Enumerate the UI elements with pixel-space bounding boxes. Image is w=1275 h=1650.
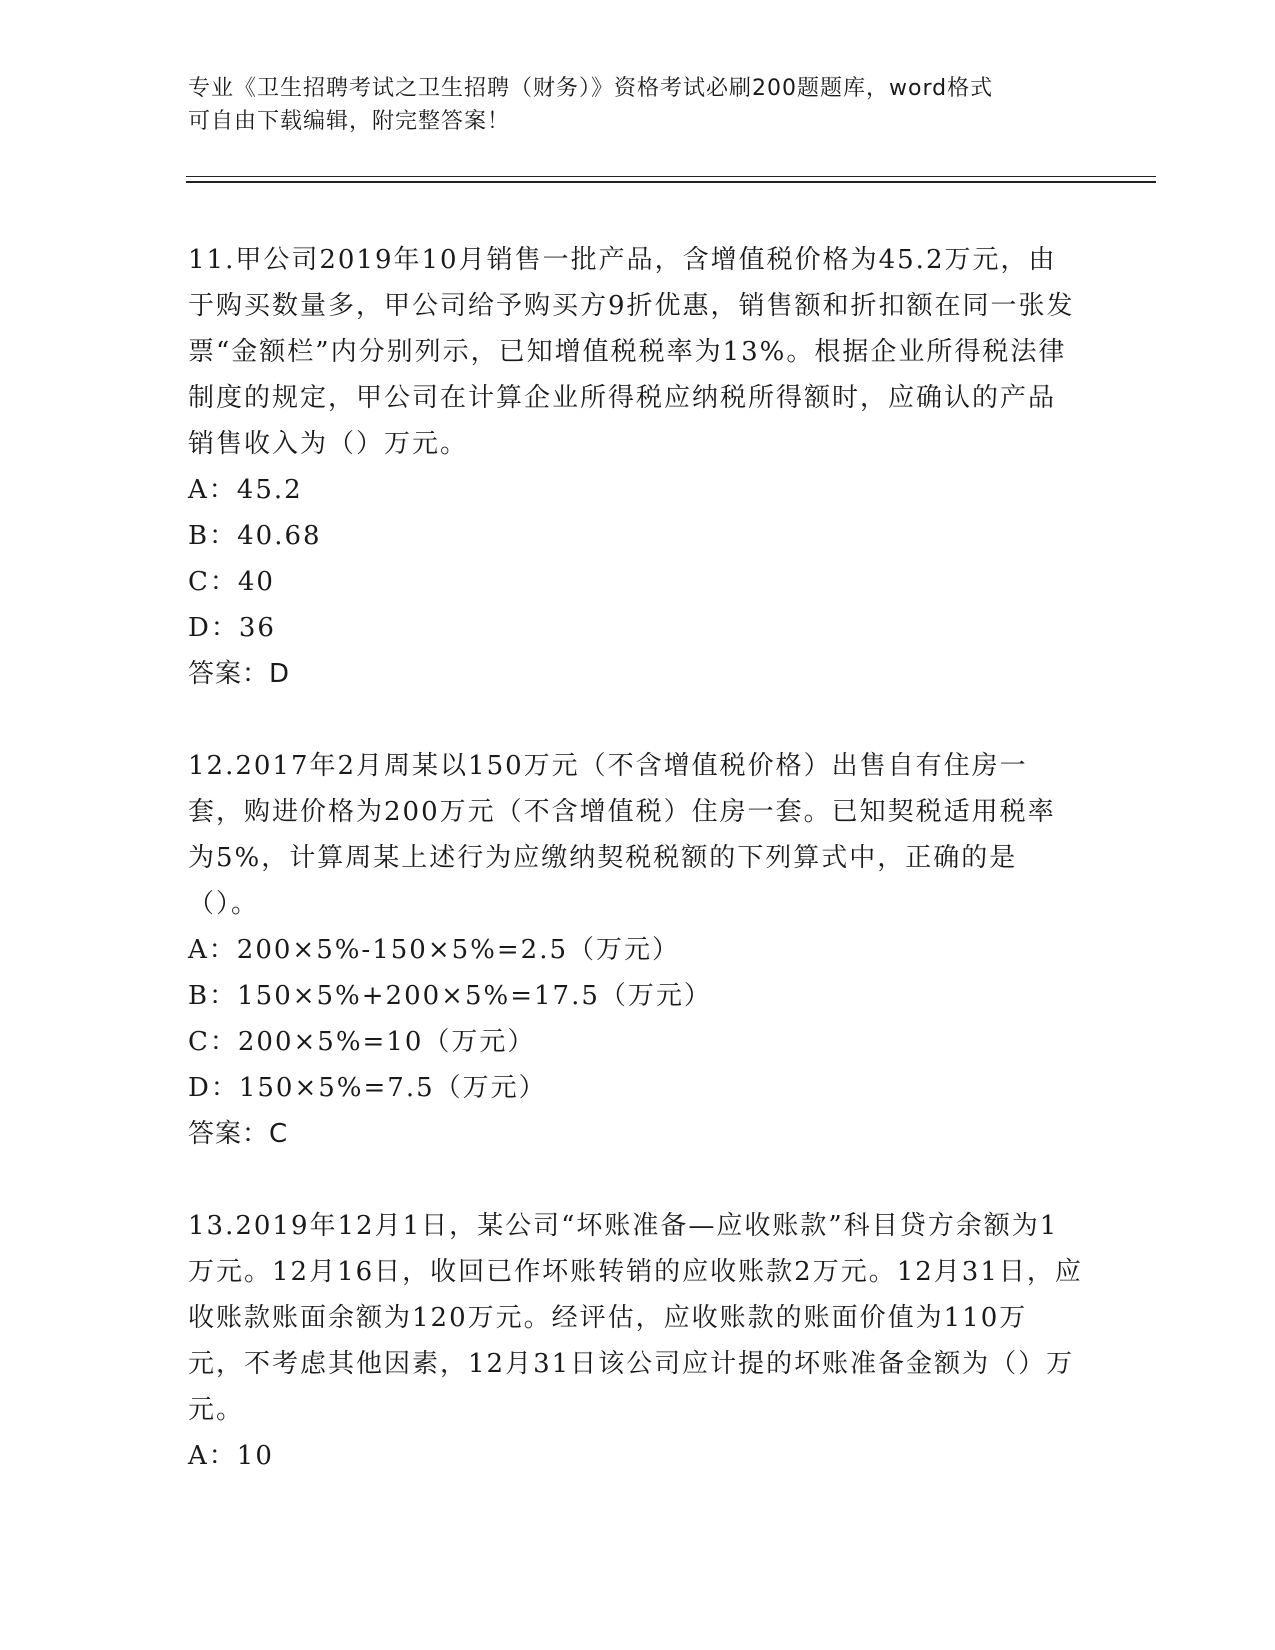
page-header xyxy=(188,72,1088,138)
question-stem: 12.2017年2月周某以150万元（不含增值税价格）出售自有住房一套，购进价格为200万元（不含增值税）住房一套。已知契税适用税率为5%，计算周某上述行为应缴纳契税税额的下列算式中，正确的是（）。 xyxy=(188,751,1056,919)
answer-label: 答案：C xyxy=(188,1119,289,1149)
question-11 xyxy=(188,237,1083,697)
option-a: A：10 xyxy=(188,1441,274,1471)
option-b: B：150×5%+200×5%=17.5（万元） xyxy=(188,981,712,1011)
option-d: D：150×5%=7.5（万元） xyxy=(188,1073,547,1103)
option-a: A：45.2 xyxy=(188,475,303,505)
header-line-2: 可自由下载编辑，附完整答案！ xyxy=(188,109,511,134)
option-d: D：36 xyxy=(188,613,276,643)
header-divider xyxy=(186,176,1156,183)
option-b: B：40.68 xyxy=(188,521,322,551)
option-c: C：40 xyxy=(188,567,275,597)
option-a: A：200×5%-150×5%=2.5（万元） xyxy=(188,935,681,965)
answer-label: 答案：D xyxy=(188,659,291,689)
option-c: C：200×5%=10（万元） xyxy=(188,1027,536,1057)
question-12 xyxy=(188,743,1083,1157)
header-line-1: 专业《卫生招聘考试之卫生招聘（财务）》资格考试必刷200题题库，word格式 xyxy=(188,76,994,101)
question-list xyxy=(188,237,1083,1525)
question-13 xyxy=(188,1203,1083,1479)
question-stem: 11.甲公司2019年10月销售一批产品，含增值税价格为45.2万元，由于购买数量多，甲公司给予购买方9折优惠，销售额和折扣额在同一张发票“金额栏”内分别列示，已知增值税税率为13%。根据企业所得税法律制度的规定，甲公司在计算企业所得税应纳税所得额时，应确认的产品销售收入为（）万元。 xyxy=(188,245,1075,459)
question-stem: 13.2019年12月1日，某公司“坏账准备—应收账款”科目贷方余额为1万元。12月16日，收回已作坏账转销的应收账款2万元。12月31日，应收账款账面余额为120万元。经评估，应收账款的账面价值为110万元，不考虑其他因素，12月31日该公司应计提的坏账准备金额为（）万元。 xyxy=(188,1211,1083,1425)
